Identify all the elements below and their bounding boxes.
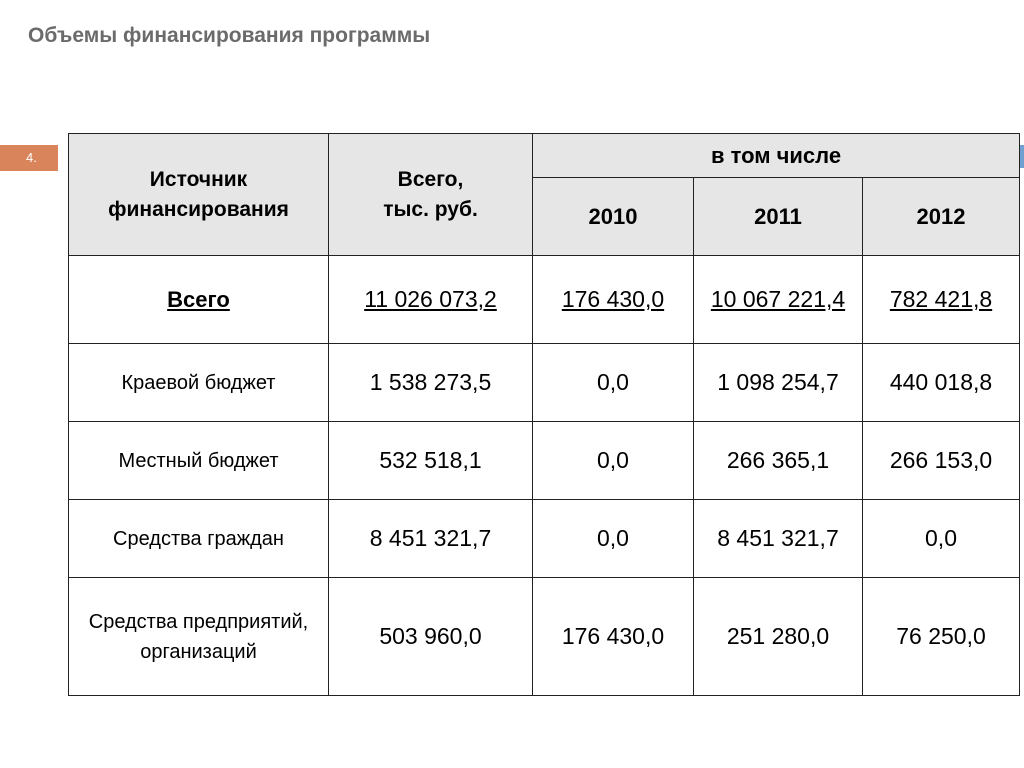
row-source: Краевой бюджет bbox=[69, 344, 329, 422]
row-2010: 176 430,0 bbox=[533, 256, 694, 344]
slide-title: Объемы финансирования программы bbox=[28, 24, 431, 47]
funding-table bbox=[68, 133, 1020, 696]
row-2012: 266 153,0 bbox=[863, 422, 1020, 500]
table-row bbox=[69, 500, 1020, 578]
row-source: Местный бюджет bbox=[69, 422, 329, 500]
row-2011: 266 365,1 bbox=[694, 422, 863, 500]
row-2011: 10 067 221,4 bbox=[694, 256, 863, 344]
table-row bbox=[69, 578, 1020, 696]
row-2012: 0,0 bbox=[863, 500, 1020, 578]
row-2010: 0,0 bbox=[533, 500, 694, 578]
header-including: в том числе bbox=[533, 134, 1020, 178]
row-2011: 8 451 321,7 bbox=[694, 500, 863, 578]
header-source: Источник финансирования bbox=[69, 134, 329, 256]
table-header-row bbox=[69, 134, 1020, 178]
table-row bbox=[69, 422, 1020, 500]
row-total: 503 960,0 bbox=[329, 578, 533, 696]
row-total: 11 026 073,2 bbox=[329, 256, 533, 344]
row-2011: 251 280,0 bbox=[694, 578, 863, 696]
header-total: Всего, тыс. руб. bbox=[329, 134, 533, 256]
table-row-total bbox=[69, 256, 1020, 344]
header-year-2011: 2011 bbox=[694, 178, 863, 256]
row-2010: 0,0 bbox=[533, 422, 694, 500]
row-2012: 782 421,8 bbox=[863, 256, 1020, 344]
row-source: Всего bbox=[69, 256, 329, 344]
header-year-2010: 2010 bbox=[533, 178, 694, 256]
row-2012: 440 018,8 bbox=[863, 344, 1020, 422]
header-year-2012: 2012 bbox=[863, 178, 1020, 256]
row-2010: 176 430,0 bbox=[533, 578, 694, 696]
row-2010: 0,0 bbox=[533, 344, 694, 422]
slide-number-badge: 4. bbox=[0, 145, 58, 171]
table-row bbox=[69, 344, 1020, 422]
row-total: 1 538 273,5 bbox=[329, 344, 533, 422]
row-2011: 1 098 254,7 bbox=[694, 344, 863, 422]
row-2012: 76 250,0 bbox=[863, 578, 1020, 696]
row-total: 8 451 321,7 bbox=[329, 500, 533, 578]
row-source: Средства предприятий, организаций bbox=[69, 578, 329, 696]
row-source: Средства граждан bbox=[69, 500, 329, 578]
row-total: 532 518,1 bbox=[329, 422, 533, 500]
